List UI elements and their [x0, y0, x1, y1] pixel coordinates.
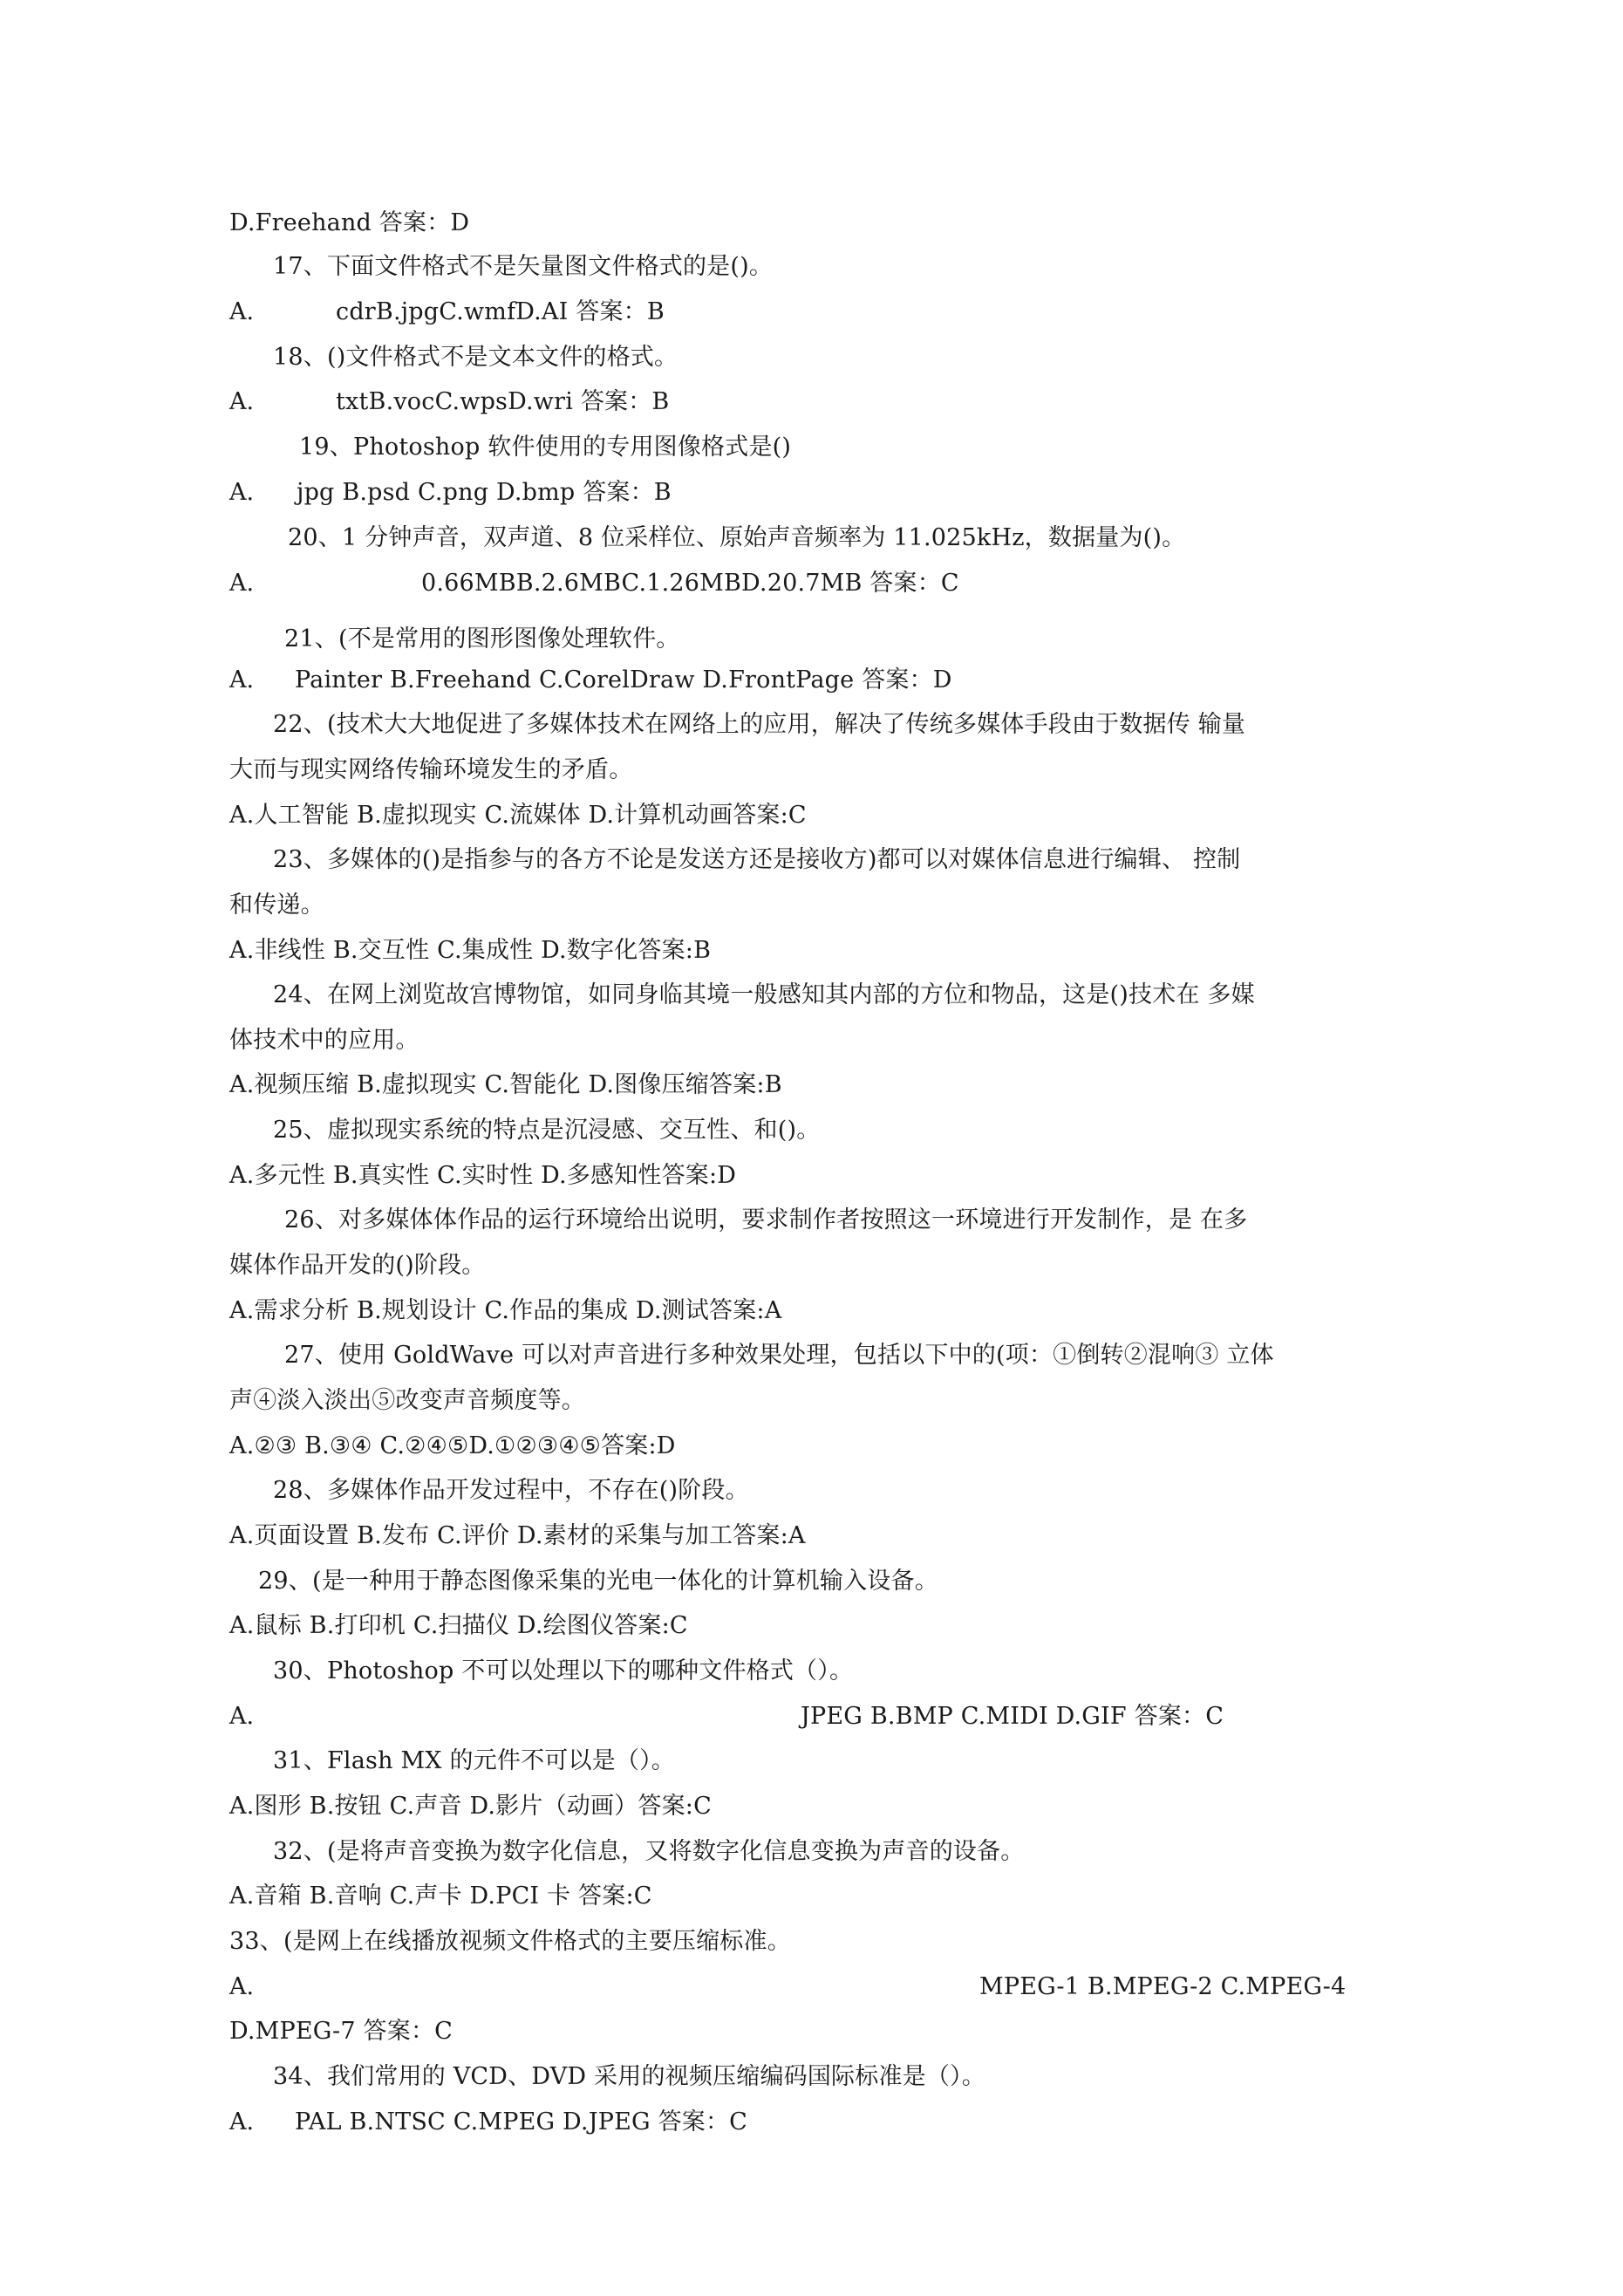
options-19: jpg B.psd C.png D.bmp 答案：B — [297, 479, 672, 506]
question-26-line-2: 媒体作品开发的()阶段。 — [229, 1252, 486, 1279]
options-23: A.非线性 B.交互性 C.集成性 D.数字化答案:B — [229, 937, 712, 964]
question-17: 17、下面文件格式不是矢量图文件格式的是()。 — [273, 253, 774, 280]
options-20: 0.66MBB.2.6MBC.1.26MBD.20.7MB 答案：C — [421, 570, 959, 597]
answer-line-16: D.Freehand 答案：D — [229, 209, 470, 236]
option-prefix-19: A. — [229, 479, 255, 506]
question-27-line-1: 27、使用 GoldWave 可以对声音进行多种效果处理，包括以下中的(项：①倒转②混响③ 立体 — [284, 1342, 1274, 1369]
question-22-line-2: 大而与现实网络传输环境发生的矛盾。 — [229, 756, 633, 783]
question-28: 28、多媒体作品开发过程中，不存在()阶段。 — [273, 1477, 749, 1504]
question-19: 19、Photoshop 软件使用的专用图像格式是() — [299, 434, 792, 461]
options-32: A.音箱 B.音响 C.声卡 D.PCI 卡 答案:C — [229, 1883, 652, 1910]
question-33: 33、(是网上在线播放视频文件格式的主要压缩标准。 — [229, 1928, 791, 1955]
question-26-line-1: 26、对多媒体体作品的运行环境给出说明，要求制作者按照这一环境进行开发制作，是 在多 — [284, 1206, 1248, 1233]
option-prefix-30: A. — [229, 1703, 255, 1730]
option-prefix-17: A. — [229, 298, 255, 325]
option-prefix-18: A. — [229, 388, 255, 415]
options-31: A.图形 B.按钮 C.声音 D.影片（动画）答案:C — [229, 1793, 712, 1820]
question-24-line-2: 体技术中的应用。 — [229, 1027, 419, 1054]
question-22-line-1: 22、(技术大大地促进了多媒体技术在网络上的应用，解决了传统多媒体手段由于数据传 输量 — [273, 711, 1246, 738]
options-34: PAL B.NTSC C.MPEG D.JPEG 答案：C — [295, 2108, 748, 2135]
option-prefix-33: A. — [229, 1973, 255, 2000]
options-21: Painter B.Freehand C.CorelDraw D.FrontPage 答案：D — [295, 666, 952, 694]
options-26: A.需求分析 B.规划设计 C.作品的集成 D.测试答案:A — [229, 1297, 782, 1324]
options-29: A.鼠标 B.打印机 C.扫描仪 D.绘图仪答案:C — [229, 1612, 688, 1639]
question-31: 31、Flash MX 的元件不可以是（）。 — [273, 1747, 675, 1774]
question-23-line-2: 和传递。 — [229, 892, 324, 919]
options-17: cdrB.jpgC.wmfD.AI 答案：B — [336, 298, 665, 325]
option-prefix-34: A. — [229, 2108, 255, 2135]
question-30: 30、Photoshop 不可以处理以下的哪种文件格式（）。 — [273, 1657, 854, 1684]
question-24-line-1: 24、在网上浏览故宫博物馆，如同身临其境一般感知其内部的方位和物品，这是()技术在 多媒 — [273, 981, 1255, 1008]
options-25: A.多元性 B.真实性 C.实时性 D.多感知性答案:D — [229, 1162, 737, 1189]
options-22: A.人工智能 B.虚拟现实 C.流媒体 D.计算机动画答案:C — [229, 802, 807, 829]
question-34: 34、我们常用的 VCD、DVD 采用的视频压缩编码国际标准是（）。 — [273, 2063, 985, 2090]
question-21: 21、(不是常用的图形图像处理软件。 — [284, 625, 680, 653]
option-prefix-20: A. — [229, 570, 255, 597]
options-18: txtB.vocC.wpsD.wri 答案：B — [336, 388, 670, 415]
question-18: 18、()文件格式不是文本文件的格式。 — [273, 344, 679, 371]
options-24: A.视频压缩 B.虚拟现实 C.智能化 D.图像压缩答案:B — [229, 1071, 782, 1098]
options-33-line-2: D.MPEG-7 答案：C — [229, 2018, 453, 2045]
options-33-line-1: MPEG-1 B.MPEG-2 C.MPEG-4 — [979, 1973, 1347, 2000]
question-20: 20、1 分钟声音，双声道、8 位采样位、原始声音频率为 11.025kHz，数据量为()。 — [288, 524, 1186, 551]
question-29: 29、(是一种用于静态图像采集的光电一体化的计算机输入设备。 — [258, 1568, 938, 1595]
options-30: JPEG B.BMP C.MIDI D.GIF 答案：C — [801, 1703, 1224, 1730]
question-32: 32、(是将声音变换为数字化信息，又将数字化信息变换为声音的设备。 — [273, 1838, 1025, 1865]
question-23-line-1: 23、多媒体的()是指参与的各方不论是发送方还是接收方)都可以对媒体信息进行编辑、 控制 — [273, 846, 1241, 873]
question-27-line-2: 声④淡入淡出⑤改变声音频度等。 — [229, 1387, 585, 1414]
options-27: A.②③ B.③④ C.②④⑤D.①②③④⑤答案:D — [229, 1432, 676, 1459]
question-25: 25、虚拟现实系统的特点是沉浸感、交互性、和()。 — [273, 1117, 821, 1144]
options-28: A.页面设置 B.发布 C.评价 D.素材的采集与加工答案:A — [229, 1522, 806, 1549]
option-prefix-21: A. — [229, 666, 255, 694]
